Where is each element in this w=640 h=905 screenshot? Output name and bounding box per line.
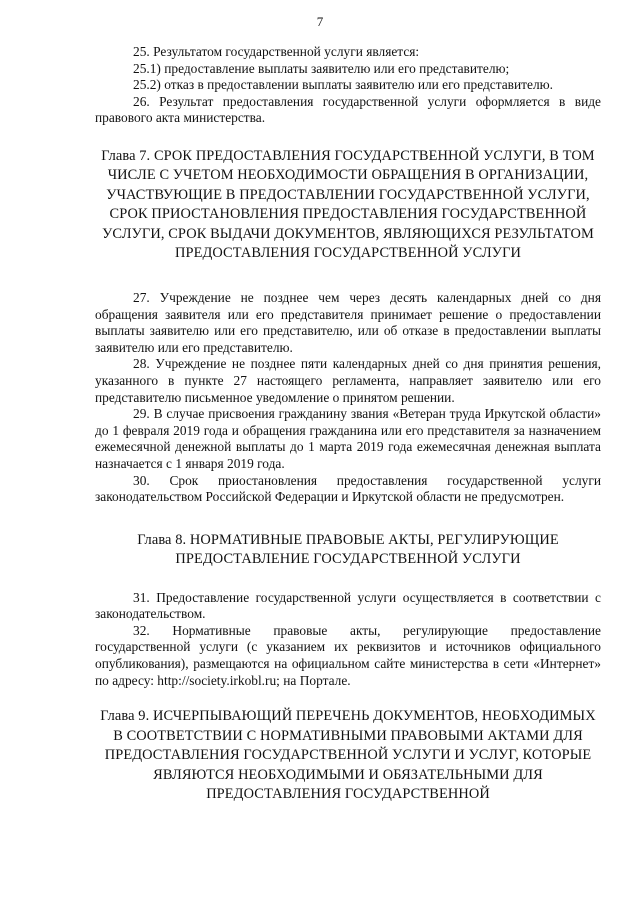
page-number: 7 xyxy=(316,14,324,29)
paragraph-25-1: 25.1) предоставление выплаты заявителю или его представителю; xyxy=(133,60,510,76)
paragraph-25: 25. Результатом государственной услуги является: xyxy=(133,44,420,59)
chapter-8-heading: Глава 8. НОРМАТИВНЫЕ ПРАВОВЫЕ АКТЫ, РЕГУЛИРУЮЩИЕ ПРЕДОСТАВЛЕНИЕ ГОСУДАРСТВЕННОЙ УСЛУГИ xyxy=(137,531,559,568)
chapter-9-heading: Глава 9. ИСЧЕРПЫВАЮЩИЙ ПЕРЕЧЕНЬ ДОКУМЕНТОВ, НЕОБХОДИМЫХ В СООТВЕТСТВИИ С НОРМАТИВНЫМИ ПРАВОВЫМИ АКТАМИ ДЛЯ ПРЕДОСТАВЛЕНИЯ ГОСУДАРСТВЕННОЙ УСЛУГИ И УСЛУГ, КОТОРЫЕ ЯВЛЯЮТСЯ НЕОБХОДИМЫМИ И ОБЯЗАТЕЛЬНЫМИ ДЛЯ ПРЕДОСТАВЛЕНИЯ ГОСУДАРСТВЕННОЙ xyxy=(100,708,596,803)
paragraph-32: 32. Нормативные правовые акты, регулирующие предоставление государственной услуги (с указанием их реквизитов и источников официального опубликования), размещаются на официальном сайте министерства в сети «Интернет» по адресу: http://society.irkobl.ru; на Портале. xyxy=(95,622,601,688)
paragraph-28: 28. Учреждение не позднее пяти календарных дней со дня принятия решения, указанного в пункте 27 настоящего регламента, направляет заявителю или его представителю письменное уведомление о принятом решении. xyxy=(95,356,601,405)
chapter-7-heading: Глава 7. СРОК ПРЕДОСТАВЛЕНИЯ ГОСУДАРСТВЕННОЙ УСЛУГИ, В ТОМ ЧИСЛЕ С УЧЕТОМ НЕОБХОДИМОСТИ ОБРАЩЕНИЯ В ОРГАНИЗАЦИИ, УЧАСТВУЮЩИЕ В ПРЕДОСТАВЛЕНИИ ГОСУДАРСТВЕННОЙ УСЛУГИ, СРОК ПРИОСТАНОВЛЕНИЯ ПРЕДОСТАВЛЕНИЯ ГОСУДАРСТВЕННОЙ УСЛУГИ, СРОК ВЫДАЧИ ДОКУМЕНТОВ, ЯВЛЯЮЩИХСЯ РЕЗУЛЬТАТОМ ПРЕДОСТАВЛЕНИЯ ГОСУДАРСТВЕННОЙ УСЛУГИ xyxy=(101,147,595,262)
document-body xyxy=(95,44,601,805)
paragraph-27: 27. Учреждение не позднее чем через десять календарных дней со дня обращения заявителя или его представителя принимает решение о предоставлении выплаты заявителю или его представителю, или об отказе в предоставлении выплаты заявителю или его представителю. xyxy=(95,289,601,355)
paragraph-26: 26. Результат предоставления государственной услуги оформляется в виде правового акта министерства. xyxy=(95,93,601,126)
paragraph-29: 29. В случае присвоения гражданину звания «Ветеран труда Иркутской области» до 1 февраля 2019 года и обращения гражданина или его представителя за назначением ежемесячной денежной выплаты до 1 марта 2019 года ежемесячная денежная выплата назначается с 1 января 2019 года. xyxy=(95,406,601,471)
paragraph-25-2: 25.2) отказ в предоставлении выплаты заявителю или его представителю. xyxy=(133,77,553,93)
paragraph-31: 31. Предоставление государственной услуги осуществляется в соответствии с законодательством. xyxy=(95,589,601,622)
paragraph-30: 30. Срок приостановления предоставления государственной услуги законодательством Российской Федерации и Иркутской области не предусмотрен. xyxy=(95,472,601,505)
